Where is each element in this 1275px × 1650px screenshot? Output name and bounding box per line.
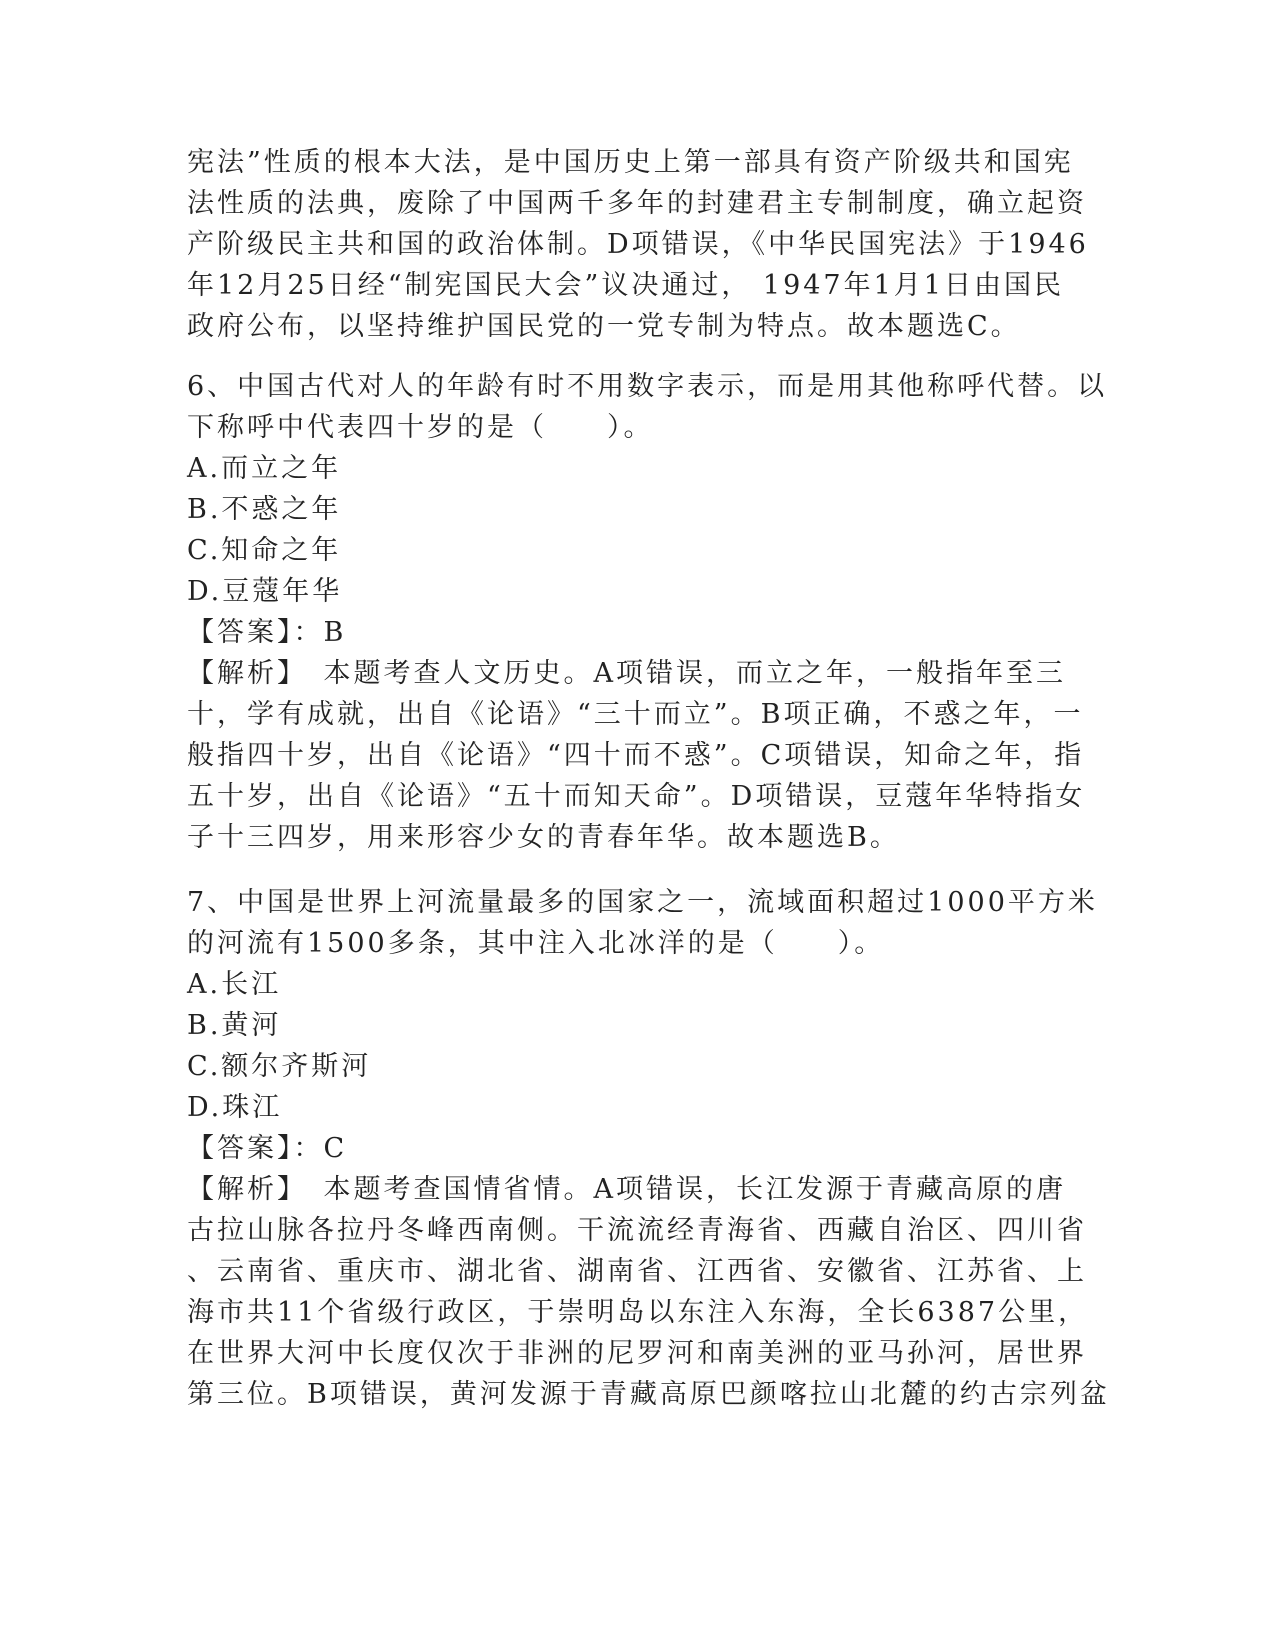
question-7-stem: 7、中国是世界上河流量最多的国家之一，流域面积超过1000平方米 — [187, 887, 1098, 918]
question-6-stem: 下称呼中代表四十岁的是（ ）。 — [187, 412, 654, 443]
question-6-analysis: 十，学有成就，出自《论语》“三十而立”。B项正确，不惑之年，一 — [187, 699, 1084, 730]
question-6-option-a: A.而立之年 — [187, 453, 342, 484]
question-7-answer: 【答案】：C — [187, 1133, 348, 1164]
question-7-analysis: 古拉山脉各拉丹冬峰西南侧。干流流经青海省、西藏自治区、四川省 — [187, 1215, 1087, 1246]
question-6-analysis: 五十岁，出自《论语》“五十而知天命”。D项错误，豆蔻年华特指女 — [187, 781, 1086, 812]
question-6-analysis: 子十三四岁，用来形容少女的青春年华。故本题选B。 — [187, 822, 900, 853]
paragraph-line: 产阶级民主共和国的政治体制。D项错误，《中华民国宪法》于1946 — [187, 229, 1089, 260]
question-6-option-c: C.知命之年 — [187, 535, 342, 566]
question-7-analysis: 、云南省、重庆市、湖北省、湖南省、江西省、安徽省、江苏省、上 — [187, 1256, 1087, 1287]
question-7-analysis: 【解析】 本题考查国情省情。A项错误，长江发源于青藏高原的唐 — [187, 1174, 1066, 1205]
paragraph-line: 法性质的法典，废除了中国两千多年的封建君主专制制度，确立起资 — [187, 188, 1087, 219]
paragraph-line: 年12月25日经“制宪国民大会”议决通过， 1947年1月1日由国民 — [187, 270, 1064, 301]
question-7-analysis: 在世界大河中长度仅次于非洲的尼罗河和南美洲的亚马孙河，居世界 — [187, 1338, 1087, 1369]
question-6-stem: 6、中国古代对人的年龄有时不用数字表示，而是用其他称呼代替。以 — [187, 371, 1108, 402]
question-7-option-d: D.珠江 — [187, 1092, 283, 1123]
question-6-option-b: B.不惑之年 — [187, 494, 342, 525]
question-7-option-c: C.额尔齐斯河 — [187, 1051, 372, 1082]
paragraph-line: 宪法”性质的根本大法，是中国历史上第一部具有资产阶级共和国宪 — [187, 147, 1074, 178]
paragraph-line: 政府公布，以坚持维护国民党的一党专制为特点。故本题选C。 — [187, 311, 1021, 342]
question-6-analysis: 【解析】 本题考查人文历史。A项错误，而立之年，一般指年至三 — [187, 658, 1066, 689]
question-7-stem: 的河流有1500多条，其中注入北冰洋的是（ ）。 — [187, 928, 885, 959]
question-7-analysis: 海市共11个省级行政区，于崇明岛以东注入东海，全长6387公里， — [187, 1297, 1089, 1328]
question-6-option-d: D.豆蔻年华 — [187, 576, 343, 607]
question-7-analysis: 第三位。B项错误，黄河发源于青藏高原巴颜喀拉山北麓的约古宗列盆 — [187, 1379, 1110, 1410]
question-7-option-b: B.黄河 — [187, 1010, 282, 1041]
question-6-analysis: 般指四十岁，出自《论语》“四十而不惑”。C项错误，知命之年，指 — [187, 740, 1085, 771]
question-7-option-a: A.长江 — [187, 969, 282, 1000]
question-6-answer: 【答案】：B — [187, 617, 347, 648]
